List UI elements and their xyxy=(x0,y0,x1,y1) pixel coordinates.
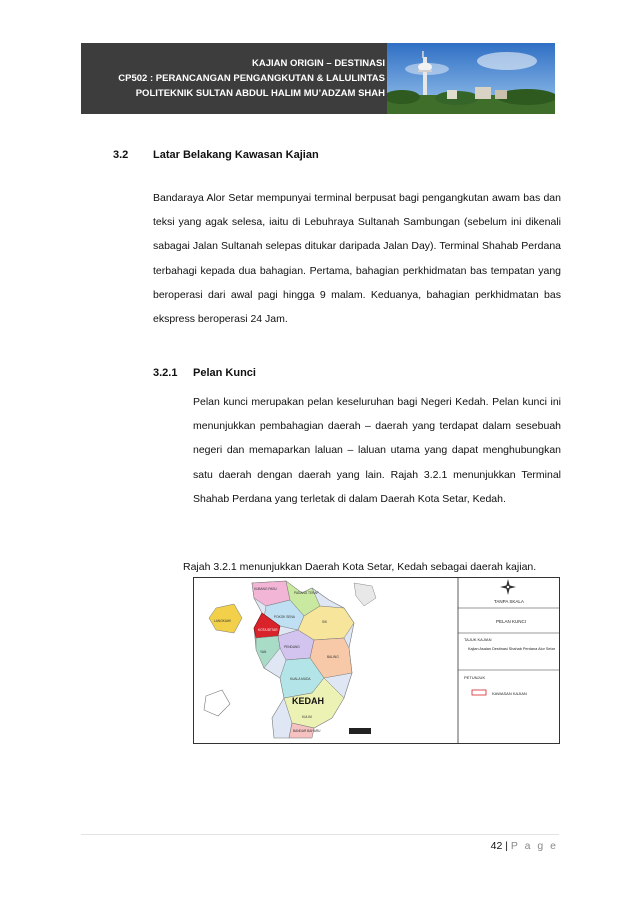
subsection-paragraph: Pelan kunci merupakan pelan keseluruhan bagi Negeri Kedah. Pelan kunci ini menunjukkan pembahagian daerah – daerah yang terdapat dalam sesebuah negeri dan memaparkan laluan – laluan utama yang dapat menghubungkan satu daerah dengan daerah yang lain. Rajah 3.2.1 menunjukkan Terminal Shahab Perdana yang terletak di dalam Daerah Kota Setar, Kedah. xyxy=(193,396,561,505)
section-number: 3.2 xyxy=(113,149,129,161)
alor-setar-tower-photo xyxy=(387,43,555,114)
north-arrow-icon xyxy=(500,579,516,595)
study-title-text: Kajian Asalan Destinasi Shahab Perdana Alor Setar xyxy=(468,647,555,651)
study-area-legend-label: KAWASAN KAJIAN xyxy=(492,691,527,696)
district-label: KUBANG PASU xyxy=(254,587,277,591)
kedah-key-plan-map xyxy=(193,577,560,744)
page-word: P a g e xyxy=(510,840,558,852)
study-area-swatch xyxy=(472,690,486,695)
page-number: 42 xyxy=(490,840,503,852)
penang-island xyxy=(204,690,230,716)
district-label: BANDAR BAHARU xyxy=(293,729,321,733)
map-legend xyxy=(458,578,559,743)
page-footer xyxy=(491,840,558,852)
footer-divider xyxy=(81,834,559,835)
kedah-district-map xyxy=(204,581,376,738)
district-label: KOTA SETAR xyxy=(258,628,278,632)
district-label: BALING xyxy=(327,655,339,659)
document-header xyxy=(81,56,385,101)
district-label: POKOK SENA xyxy=(274,615,295,619)
district-label: YAN xyxy=(260,650,267,654)
section-paragraph: Bandaraya Alor Setar mempunyai terminal berpusat bagi pengangkutan awam bas dan teksi yang agak selesa, iaitu di Lebuhraya Sultanah Sambungan (sebelum ini dikenali sabagai Jalan Sultanah selepas ditukar daripada Jalan Day). Terminal Shahab Perdana terbahagi kepada dua bahagian. Pertama, bahagian perkhidmatan bas tempatan yang beroperasi dari awal pagi hingga 9 malam. Keduanya, bahagian perkhidmatan bas ekspress beroperasi 24 Jam. xyxy=(153,192,561,326)
guide-heading: PETUNJUK xyxy=(464,675,486,680)
district-label: PENDANG xyxy=(284,645,300,649)
district-label: LANGKAWI xyxy=(214,619,231,623)
district-label: PADANG TERAP xyxy=(294,591,319,595)
scale-label: TANPA SKALA xyxy=(494,599,524,604)
study-title-heading: TAJUK KAJIAN xyxy=(464,637,492,642)
section-title: Latar Belakang Kawasan Kajian xyxy=(153,149,319,161)
district-label: KULIM xyxy=(302,715,312,719)
header-line-3: POLITEKNIK SULTAN ABDUL HALIM MU’ADZAM SHAH xyxy=(135,88,385,99)
subsection-title: Pelan Kunci xyxy=(193,367,256,379)
map-state-label: KEDAH xyxy=(292,696,325,706)
page-separator: | xyxy=(505,840,508,852)
figure-caption: Rajah 3.2.1 menunjukkan Daerah Kota Setar, Kedah sebagai daerah kajian. xyxy=(183,561,537,573)
district-label: SIK xyxy=(322,620,328,624)
header-line-2: CP502 : PERANCANGAN PENGANGKUTAN & LALULINTAS xyxy=(118,73,385,84)
district-label: KUALA MUDA xyxy=(290,677,311,681)
key-plan-label: PELAN KUNCI xyxy=(496,619,527,624)
header-line-1: KAJIAN ORIGIN – DESTINASI xyxy=(251,58,385,69)
subsection-number: 3.2.1 xyxy=(153,367,178,379)
